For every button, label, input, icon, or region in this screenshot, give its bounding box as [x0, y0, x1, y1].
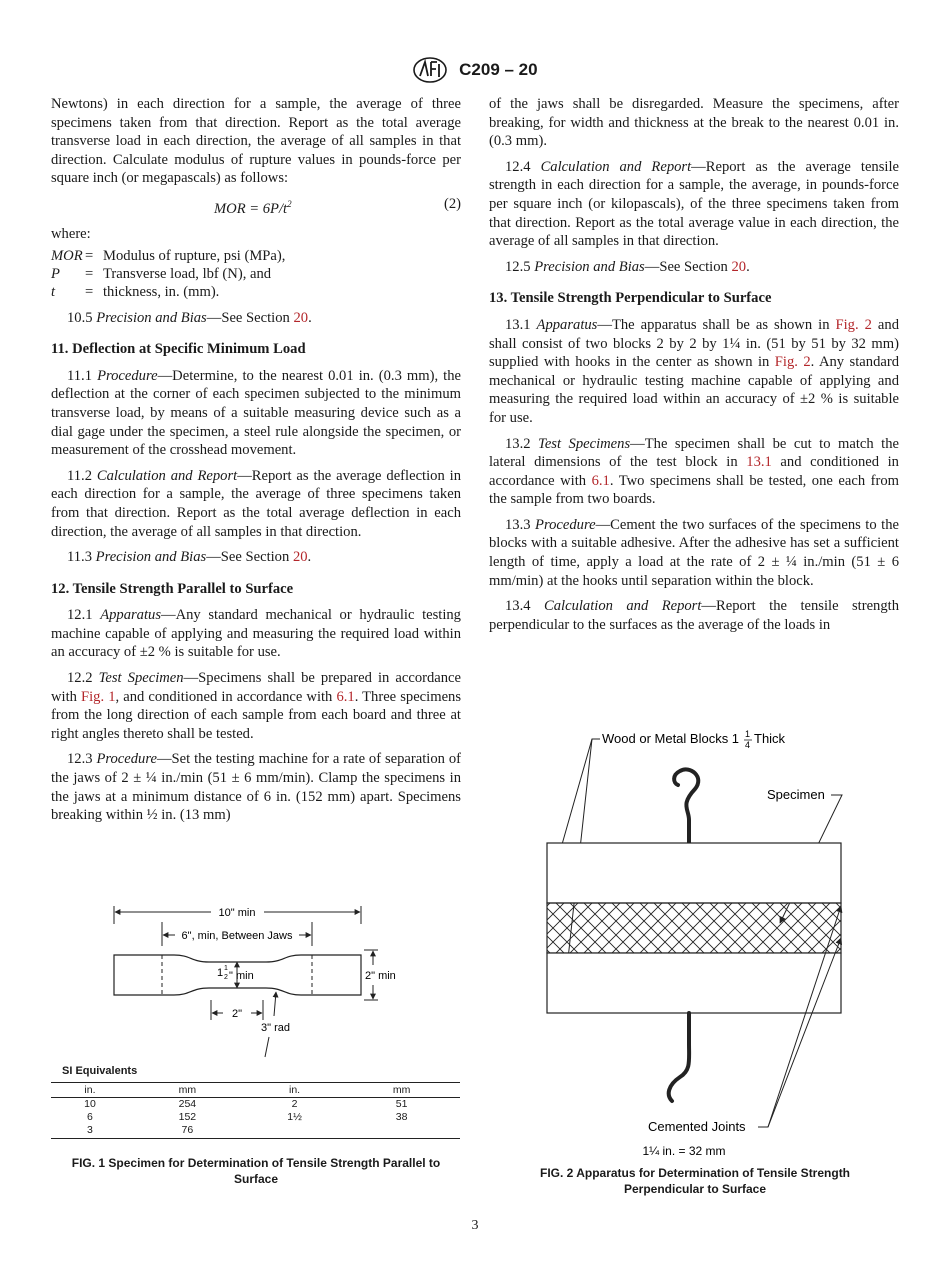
- table-cell: 38: [395, 1111, 408, 1123]
- si-header-cell: mm: [129, 1083, 246, 1098]
- dim-center-length: 2": [231, 1008, 243, 1020]
- page-header: [0, 56, 950, 84]
- section-title: Apparatus: [100, 607, 161, 624]
- section-text: . Two specimens shall be tested, one each from the sample from two boards.: [489, 472, 899, 508]
- where-row: [51, 265, 461, 283]
- dim-radius: 3" rad: [261, 1022, 290, 1034]
- section-text: and shall consist of two blocks 2 by 2 by 1¼ in. (51 by 51 by 32 mm) supplied with hooks in the center as shown in: [489, 316, 899, 371]
- figure-1-drawing: [51, 900, 461, 1060]
- where-row: [51, 283, 461, 301]
- section-number: 13.4: [505, 598, 531, 615]
- section-text: —Report as the average tensile strength in each direction for a sample, the average, in pounds-force per square inch (or kilopascals), of the three specimens taken from that direction. Report as the total average value in each direction, the average of all samples in that direction.: [489, 158, 899, 250]
- section-text: —The specimen shall be cut to match the lateral dimensions of the test block in: [489, 435, 900, 471]
- section-number: 12.3: [67, 751, 93, 768]
- table-cell: 152: [178, 1111, 197, 1123]
- section-text: —The apparatus shall be as shown in: [597, 316, 836, 333]
- section-number: 11.2: [67, 467, 92, 484]
- section-title: Precision and Bias: [534, 258, 645, 275]
- section-title: Calculation and Report: [96, 467, 238, 484]
- dim-neck-unit: " min: [229, 970, 254, 982]
- table-row: [51, 1111, 460, 1124]
- section-11-3: [51, 548, 461, 567]
- section-title: Calculation and Report: [540, 158, 692, 175]
- figure-1-caption: [51, 1156, 461, 1187]
- section-12-3: [51, 750, 461, 824]
- dim-overall-length: 10" min: [218, 907, 256, 919]
- where-row: [51, 247, 461, 265]
- table-cell: 10: [84, 1098, 96, 1110]
- section-text: , and conditioned in accordance with: [115, 688, 337, 705]
- table-cell: 1½: [287, 1111, 302, 1123]
- standard-designation: C209 – 20: [459, 60, 538, 79]
- label-blocks-denominator: 4: [745, 740, 751, 750]
- equation-mor: [51, 195, 461, 217]
- section-13-3: [489, 516, 899, 590]
- table-cell: 2: [291, 1098, 298, 1110]
- section-text: —Determine, to the nearest 0.01 in. (0.3 mm), the deflection at the corner of each specimen subjected to the minimum transverse load, by means of a suitable measuring device such as a dial gage under the specimen, a steel rule alongside the specimen, or measurement of the crosshead movement.: [51, 367, 462, 459]
- table-cell: [343, 1124, 460, 1139]
- fig-2-link[interactable]: Fig. 2: [774, 354, 811, 371]
- section-text: . Three specimens from the long direction of each sample from each board and three at right angles thereto shall be tested.: [51, 688, 462, 742]
- section-title: Apparatus: [536, 316, 598, 333]
- where-symbol: t: [51, 283, 56, 300]
- label-blocks: Wood or Metal Blocks 1: [602, 731, 740, 746]
- section-title: Test Specimen: [98, 670, 184, 687]
- table-cell: 3: [51, 1124, 129, 1139]
- astm-logo-icon: [412, 56, 448, 84]
- section-number: 12.5: [505, 258, 531, 275]
- page-number: 3: [471, 1218, 479, 1233]
- section-text: —Specimens shall be prepared in accordance with: [51, 670, 461, 705]
- where-definition: thickness, in. (mm).: [103, 283, 220, 300]
- section-number: 13.2: [505, 435, 531, 452]
- fig-2-link[interactable]: Fig. 2: [835, 316, 872, 333]
- section-11-1: [51, 367, 461, 460]
- right-column: [489, 95, 899, 641]
- section-number: 11.1: [67, 367, 92, 384]
- table-cell: 51: [395, 1098, 408, 1110]
- figure-2: [490, 725, 900, 1197]
- section-text: —See Section: [206, 549, 293, 566]
- section-title: Precision and Bias: [95, 549, 207, 566]
- section-12-2: [51, 669, 461, 743]
- paragraph-intro: Newtons) in each direction for a sample, the average of three specimens taken from that direction. Report as the total average transverse load in each direction, the average of all samples in that direction. Calculate modulus of rupture values in pounds-force per square inch (or megapascals) as follows:: [51, 96, 461, 187]
- where-equals: =: [85, 265, 94, 282]
- section-13-1-link[interactable]: 13.1: [746, 454, 772, 471]
- top-block: [547, 843, 841, 903]
- section-text: . Any standard mechanical or hydraulic testing machine capable of applying and measuring the required load within an accuracy of ±2 % is suitable for use.: [489, 354, 899, 426]
- section-title: Calculation and Report: [544, 598, 702, 615]
- section-end: .: [746, 258, 750, 275]
- heading-section-11: 11. Deflection at Specific Minimum Load: [51, 341, 306, 358]
- section-text: —Any standard mechanical or hydraulic testing machine capable of applying and measuring the required load within an accuracy of ±2 % is suitable for use.: [51, 607, 461, 661]
- section-13-4: [489, 597, 899, 634]
- heading-section-12: 12. Tensile Strength Parallel to Surface: [51, 580, 294, 597]
- bottom-hook: [669, 1013, 689, 1101]
- section-title: Procedure: [97, 367, 158, 384]
- bottom-block: [547, 953, 841, 1013]
- si-equivalents-table: [51, 1082, 460, 1139]
- section-number: 13.3: [505, 516, 531, 533]
- where-list: [51, 247, 461, 301]
- caption-line: Perpendicular to Surface: [623, 1181, 767, 1196]
- table-cell: 254: [178, 1098, 197, 1110]
- where-symbol: P: [51, 265, 60, 282]
- section-12-4: [489, 158, 899, 251]
- figure-2-caption: [490, 1166, 900, 1197]
- section-20-link[interactable]: 20: [293, 309, 309, 326]
- table-cell: [246, 1124, 343, 1139]
- equation-expression: MOR = 6P/t: [214, 200, 288, 217]
- section-text: —See Section: [206, 309, 294, 326]
- label-si-equivalent: 1¼ in. = 32 mm: [642, 1144, 726, 1157]
- section-6-1-link[interactable]: 6.1: [336, 688, 355, 705]
- section-number: 10.5: [67, 309, 93, 326]
- section-number: 13.1: [505, 316, 531, 333]
- figure-2-drawing: [490, 725, 900, 1157]
- label-cemented-joints: Cemented Joints: [648, 1119, 746, 1134]
- dim-neck-whole: 1: [217, 967, 224, 979]
- label-blocks-numerator: 1: [745, 729, 751, 739]
- si-header-cell: in.: [246, 1083, 343, 1098]
- section-11-2: [51, 467, 461, 541]
- table-cell: 76: [129, 1124, 246, 1139]
- section-13-1: [489, 316, 899, 428]
- section-end: .: [307, 549, 312, 566]
- where-label: where:: [51, 225, 91, 242]
- dim-height: 2" min: [365, 970, 396, 982]
- heading-section-13: 13. Tensile Strength Perpendicular to Surface: [489, 290, 772, 307]
- where-definition: Transverse load, lbf (N), and: [103, 265, 272, 282]
- section-20-link[interactable]: 20: [731, 258, 747, 275]
- section-12-5: [489, 258, 899, 277]
- where-definition: Modulus of rupture, psi (MPa),: [103, 247, 286, 264]
- fig-1-link[interactable]: Fig. 1: [81, 688, 116, 705]
- section-text: —See Section: [644, 258, 732, 275]
- si-header-cell: in.: [51, 1083, 129, 1098]
- figure-1: [51, 900, 461, 1187]
- section-end: .: [308, 309, 312, 326]
- label-blocks-thick: Thick: [754, 731, 786, 746]
- table-row: [51, 1124, 460, 1139]
- section-number: 12.4: [505, 158, 531, 175]
- where-symbol: MOR: [51, 247, 83, 264]
- section-title: Procedure: [96, 751, 157, 768]
- section-text: and conditioned in accordance with: [489, 454, 899, 489]
- dim-neck-denominator: 2: [224, 974, 228, 981]
- where-equals: =: [85, 283, 94, 300]
- si-equivalents-title: SI Equivalents: [62, 1065, 138, 1077]
- label-specimen: Specimen: [767, 787, 825, 802]
- section-title: Test Specimens: [538, 435, 631, 452]
- si-header-cell: mm: [343, 1083, 460, 1098]
- equation-number: (2): [443, 195, 461, 212]
- section-13-2: [489, 435, 899, 509]
- caption-line: Surface: [233, 1171, 279, 1186]
- si-header-row: [51, 1083, 460, 1098]
- section-text: —Cement the two surfaces of the specimens to the blocks with a suitable adhesive. After the adhesive has set a sufficient length of time, apply a load at the rate of 2 ± ¼ in./min (51 ± 6 mm/min) at the hooks until separation within the block.: [489, 516, 899, 589]
- dim-between-jaws: 6", min, Between Jaws: [181, 930, 293, 942]
- paragraph-continued: of the jaws shall be disregarded. Measure the specimens, after breaking, for width and thickness at the break to the nearest 0.01 in. (0.3 mm).: [489, 96, 899, 150]
- caption-line: FIG. 2 Apparatus for Determination of Tensile Strength: [539, 1166, 851, 1180]
- left-column: [51, 95, 461, 832]
- specimen-layer: [547, 903, 841, 953]
- section-number: 12.1: [67, 607, 93, 624]
- section-12-1: [51, 606, 461, 662]
- table-cell: 6: [87, 1111, 93, 1123]
- equation-exponent: 2: [287, 198, 292, 209]
- caption-line: FIG. 1 Specimen for Determination of Tensile Strength Parallel to: [71, 1156, 441, 1170]
- section-title: Procedure: [535, 516, 596, 533]
- section-6-1-link[interactable]: 6.1: [591, 472, 610, 489]
- dim-neck-numerator: 1: [224, 965, 228, 972]
- section-text: —Set the testing machine for a rate of separation of the jaws of 2 ± ¼ in./min (51 ± 6 mm/min). Clamp the specimens in the jaws at a minimum distance of 6 in. (152 mm) apart. Specimens breaking within ½ in. (13 mm): [51, 751, 461, 824]
- section-number: 12.2: [67, 670, 93, 687]
- section-20-link[interactable]: 20: [292, 549, 308, 566]
- section-10-5: [51, 309, 461, 328]
- section-title: Precision and Bias: [96, 309, 207, 326]
- top-hook: [674, 769, 698, 843]
- where-equals: =: [85, 247, 94, 264]
- section-text: —Report the tensile strength perpendicular to the surfaces as the average of the loads in: [489, 598, 900, 633]
- section-text: —Report as the average deflection in each direction for a sample, the average of three specimens taken from that direction. Report as the total average deflection in each direction, the average of all samples in that direction.: [51, 467, 461, 540]
- section-number: 11.3: [67, 549, 92, 566]
- table-row: [51, 1098, 460, 1112]
